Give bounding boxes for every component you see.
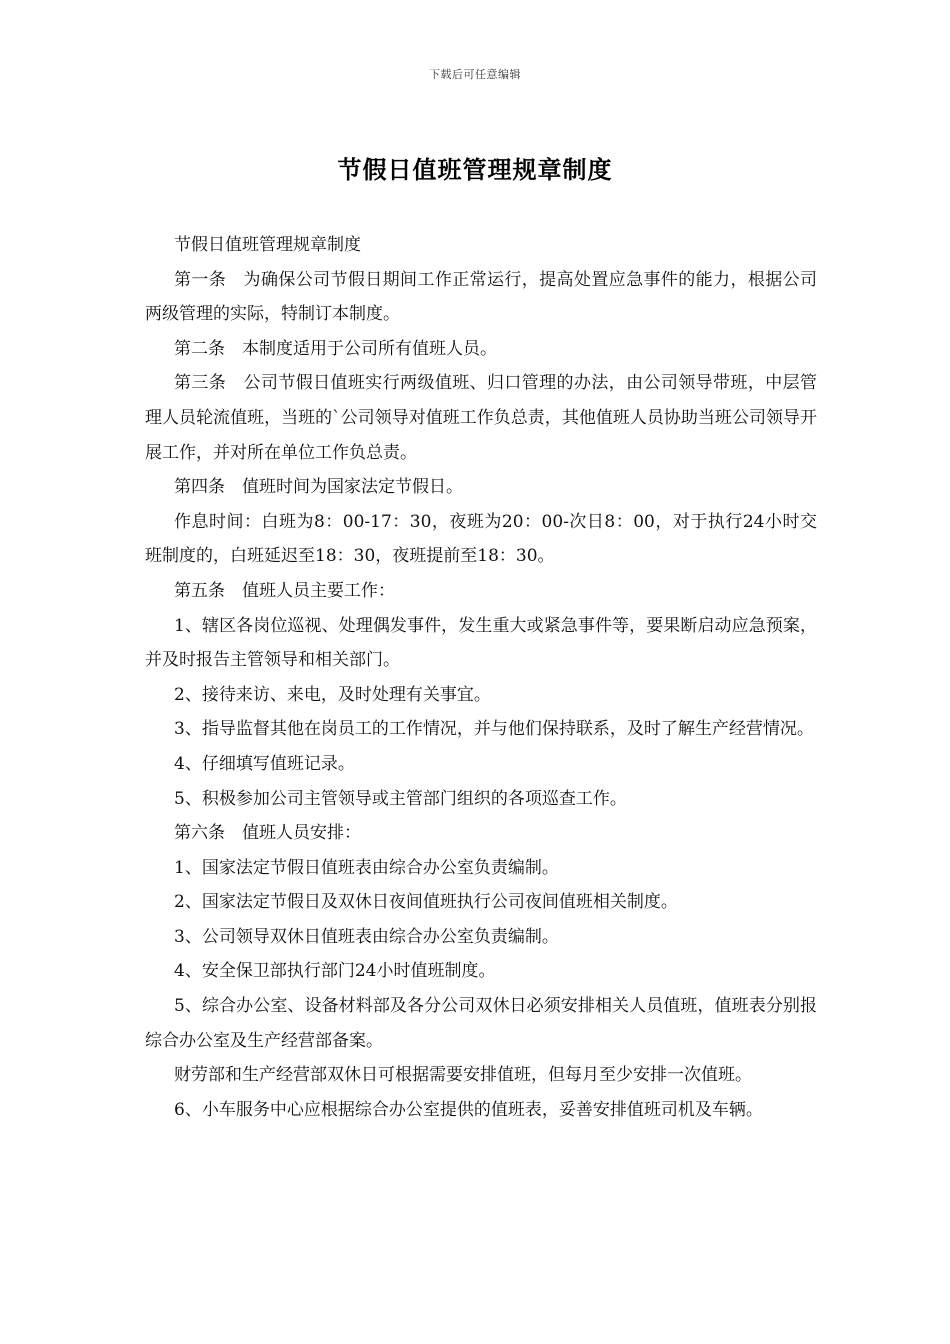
paragraph-duty-item: 1、辖区各岗位巡视、处理偶发事件，发生重大或紧急事件等，要果断启动应急预案，并及时报告主管领导和相关部门。: [145, 615, 817, 671]
paragraph-duty-item: 5、积极参加公司主管领导或主管部门组织的各项巡查工作。: [174, 788, 627, 809]
paragraph-article-4: 第四条 值班时间为国家法定节假日。: [174, 477, 463, 498]
header-note: 下载后可任意编辑: [429, 68, 521, 81]
paragraph-arrangement-item: 3、公司领导双休日值班表由综合办公室负责编制。: [174, 926, 559, 947]
document-body: [145, 228, 817, 1127]
paragraph-duty-item: 4、仔细填写值班记录。: [174, 753, 355, 774]
paragraph-arrangement-note: 财劳部和生产经营部双休日可根据需要安排值班，但每月至少安排一次值班。: [174, 1065, 752, 1086]
document-title: 节假日值班管理规章制度: [337, 155, 613, 184]
paragraph-work-hours: 作息时间：白班为8：00-17：30，夜班为20：00-次日8：00，对于执行24小时交班制度的，白班延迟至18：30，夜班提前至18：30。: [145, 511, 817, 567]
paragraph-arrangement-item: 2、国家法定节假日及双休日夜间值班执行公司夜间值班相关制度。: [174, 892, 678, 913]
paragraph-arrangement-item: 1、国家法定节假日值班表由综合办公室负责编制。: [174, 857, 559, 878]
paragraph-duty-item: 2、接待来访、来电，及时处理有关事宜。: [174, 684, 491, 705]
paragraph-subtitle: 节假日值班管理规章制度: [174, 235, 361, 255]
paragraph-article-1: 第一条 为确保公司节假日期间工作正常运行，提高处置应急事件的能力，根据公司两级管理的实际，特制订本制度。: [145, 269, 817, 325]
paragraph-article-3: 第三条 公司节假日值班实行两级值班、归口管理的办法，由公司领导带班，中层管理人员轮流值班，当班的`公司领导对值班工作负总责，其他值班人员协助当班公司领导开展工作，并对所在单位工作负总责。: [145, 373, 817, 463]
paragraph-article-6: 第六条 值班人员安排：: [174, 823, 361, 844]
paragraph-duty-item: 3、指导监督其他在岗员工的工作情况，并与他们保持联系，及时了解生产经营情况。: [174, 719, 814, 740]
paragraph-arrangement-item: 6、小车服务中心应根据综合办公室提供的值班表，妥善安排值班司机及车辆。: [174, 1099, 763, 1120]
paragraph-arrangement-item: 5、综合办公室、设备材料部及各分公司双休日必须安排相关人员值班，值班表分别报综合办公室及生产经营部备案。: [145, 996, 817, 1051]
paragraph-article-5: 第五条 值班人员主要工作：: [174, 580, 395, 601]
paragraph-arrangement-item: 4、安全保卫部执行部门24小时值班制度。: [174, 961, 496, 982]
paragraph-article-2: 第二条 本制度适用于公司所有值班人员。: [174, 338, 497, 359]
